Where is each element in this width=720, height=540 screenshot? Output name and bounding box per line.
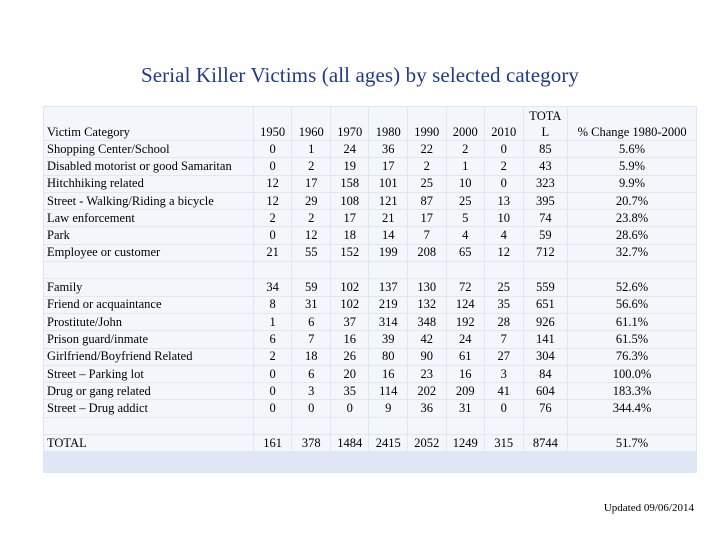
total-cell: 84	[524, 366, 568, 382]
value-cell: 36	[408, 400, 446, 416]
value-cell: 124	[447, 297, 485, 313]
empty-cell	[331, 418, 369, 434]
value-cell: 158	[331, 176, 369, 192]
category-cell: TOTAL	[44, 435, 253, 451]
table-row	[44, 158, 696, 174]
header-year: 1970	[331, 107, 369, 140]
value-cell: 10	[485, 210, 523, 226]
value-cell: 314	[369, 314, 407, 330]
empty-cell	[254, 418, 292, 434]
value-cell: 4	[447, 227, 485, 243]
header-year: 1990	[408, 107, 446, 140]
value-cell: 10	[447, 176, 485, 192]
page-title: Serial Killer Victims (all ages) by selected category	[140, 63, 580, 87]
table-row	[44, 245, 696, 261]
category-cell: Street – Parking lot	[44, 366, 253, 382]
value-cell: 108	[331, 193, 369, 209]
total-cell: 304	[524, 349, 568, 365]
change-cell: 32.7%	[568, 245, 696, 261]
total-cell: 74	[524, 210, 568, 226]
empty-cell	[254, 262, 292, 278]
value-cell: 2	[408, 158, 446, 174]
value-cell: 22	[408, 141, 446, 157]
value-cell: 3	[485, 366, 523, 382]
category-cell: Hitchhiking related	[44, 176, 253, 192]
value-cell: 25	[447, 193, 485, 209]
value-cell: 31	[447, 400, 485, 416]
value-cell: 87	[408, 193, 446, 209]
total-cell: 8744	[524, 435, 568, 451]
value-cell: 132	[408, 297, 446, 313]
value-cell: 114	[369, 383, 407, 399]
header-year: 1980	[369, 107, 407, 140]
value-cell: 14	[369, 227, 407, 243]
value-cell: 4	[485, 227, 523, 243]
value-cell: 137	[369, 279, 407, 295]
total-cell: 141	[524, 331, 568, 347]
header-total-line1: TOTA	[529, 109, 562, 123]
empty-cell	[369, 262, 407, 278]
value-cell: 219	[369, 297, 407, 313]
value-cell: 12	[254, 176, 292, 192]
value-cell: 16	[369, 366, 407, 382]
value-cell: 17	[369, 158, 407, 174]
value-cell: 18	[331, 227, 369, 243]
value-cell: 17	[408, 210, 446, 226]
value-cell: 28	[485, 314, 523, 330]
change-cell: 61.5%	[568, 331, 696, 347]
value-cell: 24	[331, 141, 369, 157]
value-cell: 121	[369, 193, 407, 209]
value-cell: 16	[331, 331, 369, 347]
table-row	[44, 176, 696, 192]
table-row	[44, 366, 696, 382]
value-cell: 0	[485, 400, 523, 416]
category-cell: Prison guard/inmate	[44, 331, 253, 347]
value-cell: 7	[408, 227, 446, 243]
empty-cell	[292, 418, 330, 434]
value-cell: 7	[485, 331, 523, 347]
value-cell: 8	[254, 297, 292, 313]
value-cell: 27	[485, 349, 523, 365]
value-cell: 61	[447, 349, 485, 365]
value-cell: 17	[331, 210, 369, 226]
value-cell: 0	[254, 158, 292, 174]
header-year: 2000	[447, 107, 485, 140]
value-cell: 1484	[331, 435, 369, 451]
value-cell: 2	[254, 349, 292, 365]
change-cell: 52.6%	[568, 279, 696, 295]
header-year: 1950	[254, 107, 292, 140]
change-cell: 56.6%	[568, 297, 696, 313]
value-cell: 12	[254, 193, 292, 209]
empty-cell	[568, 262, 696, 278]
value-cell: 208	[408, 245, 446, 261]
empty-cell	[447, 418, 485, 434]
total-cell: 712	[524, 245, 568, 261]
value-cell: 2	[292, 210, 330, 226]
empty-cell	[292, 262, 330, 278]
value-cell: 55	[292, 245, 330, 261]
value-cell: 315	[485, 435, 523, 451]
table-row	[44, 314, 696, 330]
value-cell: 102	[331, 297, 369, 313]
value-cell: 199	[369, 245, 407, 261]
table-row	[44, 279, 696, 295]
value-cell: 0	[254, 400, 292, 416]
value-cell: 2415	[369, 435, 407, 451]
value-cell: 24	[447, 331, 485, 347]
table-row	[44, 349, 696, 365]
empty-cell	[44, 418, 253, 434]
value-cell: 2	[447, 141, 485, 157]
empty-cell	[408, 262, 446, 278]
total-cell: 323	[524, 176, 568, 192]
value-cell: 0	[485, 176, 523, 192]
value-cell: 34	[254, 279, 292, 295]
value-cell: 12	[485, 245, 523, 261]
change-cell: 5.6%	[568, 141, 696, 157]
value-cell: 41	[485, 383, 523, 399]
value-cell: 6	[292, 366, 330, 382]
value-cell: 0	[485, 141, 523, 157]
table-row	[44, 435, 696, 451]
category-cell: Disabled motorist or good Samaritan	[44, 158, 253, 174]
empty-cell	[331, 262, 369, 278]
value-cell: 0	[254, 366, 292, 382]
value-cell: 21	[369, 210, 407, 226]
total-cell: 395	[524, 193, 568, 209]
category-cell: Drug or gang related	[44, 383, 253, 399]
victims-table	[43, 106, 697, 473]
value-cell: 209	[447, 383, 485, 399]
change-cell: 344.4%	[568, 400, 696, 416]
change-cell: 9.9%	[568, 176, 696, 192]
value-cell: 2	[485, 158, 523, 174]
table-row	[44, 141, 696, 157]
category-cell: Friend or acquaintance	[44, 297, 253, 313]
change-cell: 5.9%	[568, 158, 696, 174]
value-cell: 2	[292, 158, 330, 174]
header-year: 1960	[292, 107, 330, 140]
value-cell: 25	[408, 176, 446, 192]
total-cell: 604	[524, 383, 568, 399]
value-cell: 12	[292, 227, 330, 243]
table-row	[44, 297, 696, 313]
value-cell: 6	[292, 314, 330, 330]
value-cell: 9	[369, 400, 407, 416]
change-cell: 61.1%	[568, 314, 696, 330]
total-cell: 43	[524, 158, 568, 174]
value-cell: 192	[447, 314, 485, 330]
value-cell: 90	[408, 349, 446, 365]
value-cell: 21	[254, 245, 292, 261]
value-cell: 101	[369, 176, 407, 192]
value-cell: 152	[331, 245, 369, 261]
total-cell: 651	[524, 297, 568, 313]
change-cell: 183.3%	[568, 383, 696, 399]
value-cell: 35	[485, 297, 523, 313]
value-cell: 2	[254, 210, 292, 226]
category-cell: Girlfriend/Boyfriend Related	[44, 349, 253, 365]
value-cell: 31	[292, 297, 330, 313]
header-year: 2010	[485, 107, 523, 140]
category-cell: Prostitute/John	[44, 314, 253, 330]
empty-cell	[568, 418, 696, 434]
value-cell: 0	[254, 227, 292, 243]
total-cell: 559	[524, 279, 568, 295]
value-cell: 0	[254, 141, 292, 157]
value-cell: 59	[292, 279, 330, 295]
empty-cell	[447, 262, 485, 278]
category-cell: Family	[44, 279, 253, 295]
updated-note: Updated 09/06/2014	[603, 502, 694, 514]
spacer-row	[44, 262, 696, 278]
value-cell: 13	[485, 193, 523, 209]
value-cell: 1	[447, 158, 485, 174]
total-cell: 926	[524, 314, 568, 330]
change-cell: 51.7%	[568, 435, 696, 451]
value-cell: 18	[292, 349, 330, 365]
header-total	[524, 107, 568, 140]
value-cell: 2052	[408, 435, 446, 451]
value-cell: 348	[408, 314, 446, 330]
value-cell: 161	[254, 435, 292, 451]
value-cell: 102	[331, 279, 369, 295]
empty-cell	[44, 262, 253, 278]
total-cell: 59	[524, 227, 568, 243]
table-row	[44, 383, 696, 399]
value-cell: 16	[447, 366, 485, 382]
value-cell: 6	[254, 331, 292, 347]
category-cell: Shopping Center/School	[44, 141, 253, 157]
change-cell: 76.3%	[568, 349, 696, 365]
value-cell: 0	[292, 400, 330, 416]
value-cell: 1	[292, 141, 330, 157]
category-cell: Law enforcement	[44, 210, 253, 226]
value-cell: 26	[331, 349, 369, 365]
value-cell: 20	[331, 366, 369, 382]
table-row	[44, 210, 696, 226]
value-cell: 35	[331, 383, 369, 399]
value-cell: 25	[485, 279, 523, 295]
change-cell: 100.0%	[568, 366, 696, 382]
value-cell: 23	[408, 366, 446, 382]
value-cell: 37	[331, 314, 369, 330]
table-row	[44, 227, 696, 243]
value-cell: 130	[408, 279, 446, 295]
header-change: % Change 1980-2000	[568, 107, 696, 140]
category-cell: Street - Walking/Riding a bicycle	[44, 193, 253, 209]
value-cell: 0	[331, 400, 369, 416]
header-total-line2: L	[541, 125, 550, 139]
value-cell: 1249	[447, 435, 485, 451]
header-row	[44, 107, 696, 140]
empty-cell	[408, 418, 446, 434]
value-cell: 0	[254, 383, 292, 399]
total-cell: 85	[524, 141, 568, 157]
empty-cell	[485, 418, 523, 434]
value-cell: 7	[292, 331, 330, 347]
value-cell: 42	[408, 331, 446, 347]
change-cell: 28.6%	[568, 227, 696, 243]
empty-cell	[524, 418, 568, 434]
value-cell: 65	[447, 245, 485, 261]
change-cell: 20.7%	[568, 193, 696, 209]
value-cell: 17	[292, 176, 330, 192]
value-cell: 19	[331, 158, 369, 174]
value-cell: 202	[408, 383, 446, 399]
value-cell: 36	[369, 141, 407, 157]
table-row	[44, 193, 696, 209]
value-cell: 29	[292, 193, 330, 209]
empty-cell	[524, 262, 568, 278]
table-row	[44, 331, 696, 347]
value-cell: 80	[369, 349, 407, 365]
empty-cell	[369, 418, 407, 434]
value-cell: 378	[292, 435, 330, 451]
category-cell: Street – Drug addict	[44, 400, 253, 416]
total-cell: 76	[524, 400, 568, 416]
category-cell: Employee or customer	[44, 245, 253, 261]
header-category: Victim Category	[44, 107, 253, 140]
value-cell: 1	[254, 314, 292, 330]
category-cell: Park	[44, 227, 253, 243]
value-cell: 72	[447, 279, 485, 295]
change-cell: 23.8%	[568, 210, 696, 226]
spacer-row	[44, 418, 696, 434]
table-row	[44, 400, 696, 416]
value-cell: 39	[369, 331, 407, 347]
empty-cell	[485, 262, 523, 278]
value-cell: 3	[292, 383, 330, 399]
value-cell: 5	[447, 210, 485, 226]
